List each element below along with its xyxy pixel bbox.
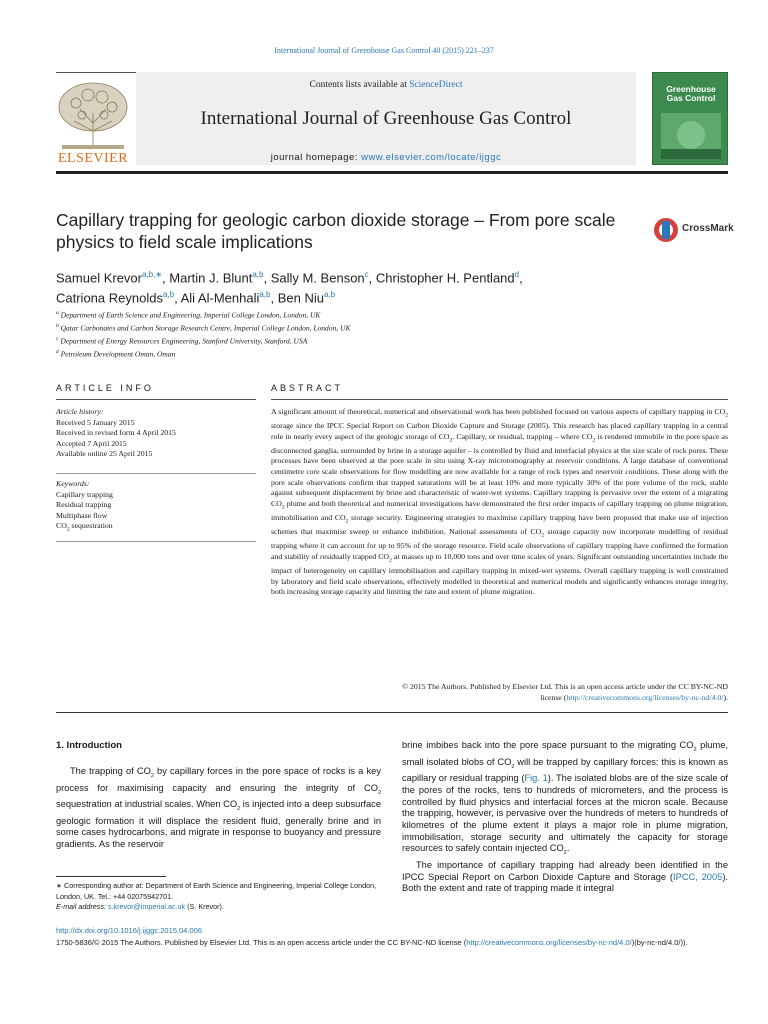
text-segment: sequestration at industrial scales. When CO — [56, 799, 238, 810]
text-segment: The trapping of CO — [70, 766, 151, 776]
footnote-text: ∗ Corresponding author at: Department of Earth Science and Engineering, Imperial College London, London, UK. Tel.: +44 02075942701. — [56, 881, 377, 901]
text-segment: brine imbibes back into the pore space pursuant to the migrating CO — [402, 740, 694, 750]
right-column-text — [402, 740, 728, 895]
affiliation-key: d — [56, 349, 59, 355]
text-segment: by capillary forces in the pore space of rocks is a key process for maximising capacity and ensuring the integrity of CO — [56, 766, 381, 793]
subscript: 2 — [693, 746, 697, 753]
author-affiliation-mark[interactable]: a,b — [323, 290, 336, 300]
abstract-heading: ABSTRACT — [271, 383, 344, 393]
history-item: Available online 25 April 2015 — [56, 449, 153, 459]
affiliation-item — [56, 334, 556, 347]
abstract-segment: storage security. Engineering strategies to maximise capillary trapping have been proposed that make use of injection schemes that maximise sweep or enhance imbibition. National assessments of CO — [271, 512, 729, 537]
cover-art — [661, 113, 721, 159]
text-segment: The importance of capillary trapping had already been identified in the IPCC Special Report on Carbon Dioxide Capture and Storage ( — [402, 859, 728, 882]
journal-homepage — [136, 152, 636, 163]
sciencedirect-link[interactable]: ScienceDirect — [409, 80, 463, 90]
author-separator: , — [174, 290, 181, 306]
contents-availability — [136, 80, 636, 90]
abstract-copyright — [271, 682, 728, 703]
keywords-label: Keywords: — [56, 479, 90, 488]
history-label: Article history: — [56, 407, 104, 416]
subscript: 2 — [563, 850, 567, 857]
author-affiliation-mark[interactable]: c — [364, 270, 369, 279]
author-separator: , — [368, 270, 376, 286]
paragraph — [402, 740, 728, 860]
affiliation-text: Petroleum Development Oman, Oman — [60, 349, 176, 359]
keyword-item: Capillary trapping — [56, 489, 113, 499]
affiliation-key: c — [56, 336, 59, 342]
abstract-divider — [271, 399, 728, 400]
subscript: 2 — [345, 518, 349, 525]
keywords-divider — [56, 541, 256, 542]
abstract-segment: at masses up to 10,000 tons and over time scales of years. Significant outstanding uncertainties include the impact of heterogeneity on capillary immobilisation and capillary trapping in mixed-wet systems. Overall capillary trapping is well constrained by laboratory and field scale observations, effectively modelled in theoretical and numerical models and significantly enhances storage integrity, both increasing storage capacity and limiting the rate and extent of plume migration. — [271, 551, 728, 597]
affiliation-text: Department of Energy Resources Engineering, Stanford University, Stanford, USA — [60, 336, 308, 346]
keywords-block — [56, 479, 256, 536]
footer-license-tail: )(by-nc-nd/4.0/)). — [631, 938, 688, 947]
author-name[interactable]: Samuel Krevor — [56, 270, 142, 286]
history-divider — [56, 473, 256, 474]
email-suffix: (S. Krevor). — [185, 902, 224, 911]
cover-title-line1: Greenhouse — [666, 84, 716, 94]
affiliation-item — [56, 308, 556, 321]
homepage-prefix: journal homepage: — [270, 152, 362, 163]
author-separator: , — [162, 270, 170, 286]
doi-link[interactable]: http://dx.doi.org/10.1016/j.ijggc.2015.04.006 — [56, 926, 202, 935]
author-affiliation-mark[interactable]: d — [514, 270, 520, 279]
author-name[interactable]: Ali Al-Menhali — [180, 290, 260, 306]
keyword-item: Multiphase flow — [56, 510, 108, 520]
text-segment: plume, small isolated blobs of CO — [402, 740, 728, 767]
intro-paragraph — [56, 766, 381, 851]
paragraph — [402, 860, 728, 895]
corresponding-author-footnote — [56, 881, 386, 913]
abstract-segment: storage since the IPCC Special Report on Carbon Dioxide Capture and Storage (2005). This research has placed capillary trapping in a central role in nearly every aspect of the geologic storage of CO — [271, 421, 728, 441]
footer-license-text: 1750-5836/© 2015 The Authors. Published by Elsevier Ltd. This is an open access article under the CC BY-NC-ND license ( — [56, 938, 467, 947]
text-segment: ). Both the extent and rate of trapping made it integral — [402, 871, 729, 894]
text-segment: will be trapped by capillary forces: this is known as capillary or residual trapping ( — [402, 756, 729, 784]
affiliation-text: Qatar Carbonates and Carbon Storage Research Centre, Imperial College London, London, UK — [60, 323, 351, 333]
author-affiliation-mark[interactable]: a,b,∗ — [141, 270, 163, 279]
cover-title — [657, 85, 725, 103]
subscript: 2 — [449, 437, 453, 444]
footer-license-link[interactable]: http://creativecommons.org/licenses/by-nc-nd/4.0/ — [466, 938, 632, 947]
article-info-divider — [56, 399, 256, 400]
footnote-divider — [56, 876, 166, 877]
section-heading-introduction: 1. Introduction — [56, 740, 122, 751]
author-affiliation-mark[interactable]: a,b — [252, 270, 264, 279]
author-name[interactable]: Sally M. Benson — [270, 270, 365, 286]
affiliation-item — [56, 321, 556, 334]
contents-prefix: Contents lists available at — [309, 80, 410, 90]
history-item: Accepted 7 April 2015 — [56, 438, 127, 448]
header-divider — [56, 171, 728, 174]
author-name[interactable]: Catriona Reynolds — [56, 290, 163, 306]
abstract-segment: is rendered immobile in the pore space as disconnected ganglia, surrounded by brine in a storage aquifer – is controlled by fluid and interfacial physics at the size scale of rock pores. These processes have been observed at the pore scale in situ using X-ray microtomography at reservoir conditions. A large database of conventional centimetre core scale observations for flow modelling are now available for a range of rock types and reservoir conditions. These along with the pore scale observations confirm that trapped saturations will be at least 10% and more typically 30% of the pore volume of the rock, stable against subsequent displacement by brine and characteristic of water-wet systems. Capillary trapping is pervasive over the extent of a migrating CO — [271, 431, 728, 508]
license-suffix: ). — [723, 692, 728, 702]
body-divider — [56, 712, 728, 713]
copyright-line: © 2015 The Authors. Published by Elsevier Ltd. This is an open access article under the CC BY-NC-ND — [402, 682, 728, 691]
author-name[interactable]: Martin J. Blunt — [169, 270, 253, 286]
figure-reference-link[interactable]: Fig. 1 — [524, 773, 548, 784]
author-separator: , — [519, 270, 523, 286]
article-title: Capillary trapping for geologic carbon dioxide storage – From pore scale physics to field scale implications — [56, 210, 616, 252]
citation-link[interactable]: IPCC, 2005 — [673, 871, 723, 882]
keyword-item: Residual trapping — [56, 500, 112, 510]
crossmark-badge[interactable] — [652, 215, 732, 245]
email-label: E-mail address: — [56, 902, 108, 911]
affiliation-key: b — [56, 323, 59, 329]
article-info-heading: ARTICLE INFO — [56, 383, 154, 393]
subscript: 2 — [150, 772, 154, 779]
journal-cover-thumbnail[interactable] — [652, 72, 728, 165]
abstract-text — [271, 407, 728, 598]
subscript: 2 — [389, 557, 392, 564]
crossmark-icon — [652, 215, 680, 245]
subscript: 2 — [725, 412, 728, 419]
subscript: 2 — [377, 789, 381, 796]
email-link[interactable]: s.krevor@imperial.ac.uk — [107, 902, 186, 911]
affiliation-list — [56, 308, 556, 360]
license-line — [271, 693, 728, 704]
text-segment: ). The isolated blobs are of the size scale of the pores of the rocks, tens to hundreds of micrometers, and the process is controlled by fluid physics and interfacial forces at the micron scale. Because the trapping, however, is pervasive over the hundreds of meters to hundreds of kilometres of the plume extent it plays a major role in plume migration, immobilisation, storage security and ultimately the capacity for storage resources to safely contain injected CO — [402, 773, 728, 854]
affiliation-key: a — [56, 310, 59, 316]
crossmark-label: CrossMark — [682, 223, 734, 234]
history-item: Received 5 January 2015 — [56, 417, 135, 427]
text-segment: . — [566, 843, 570, 854]
license-link[interactable]: http://creativecommons.org/licenses/by-nc-nd/4.0/ — [566, 692, 724, 702]
author-separator: , — [270, 290, 278, 306]
history-item: Received in revised form 4 April 2015 — [56, 428, 176, 438]
subscript: 2 — [511, 763, 515, 770]
subscript: 2 — [281, 504, 285, 511]
keyword-co2-suffix: sequestration — [69, 521, 113, 531]
subscript: 2 — [592, 437, 596, 444]
abstract-segment: plume and both theoretical and numerical investigations have demonstrated the first order impacts of capillary trapping on plume migration, immobilisation and CO — [271, 498, 728, 522]
author-affiliation-mark[interactable]: a,b — [162, 290, 175, 300]
author-name[interactable]: Christopher H. Pentland — [375, 270, 515, 286]
text-segment: is injected into a deep subsurface geologic formation it will displace the resident fluid, generally brine and in some cases hydrocarbons, and migrate in response to buoyancy and pressure gradients. As the reservoir — [56, 799, 382, 850]
author-list — [56, 266, 656, 307]
footer-license — [56, 937, 728, 948]
keyword-co2: CO — [56, 521, 67, 531]
keyword-item — [56, 521, 256, 535]
author-separator: , — [263, 270, 271, 286]
journal-title: International Journal of Greenhouse Gas Control — [200, 108, 572, 129]
cover-title-line2: Gas Control — [666, 93, 716, 103]
affiliation-text: Department of Earth Science and Engineering, Imperial College London, London, UK — [60, 310, 321, 320]
subscript: 2 — [541, 532, 544, 539]
subscript: 2 — [237, 805, 241, 812]
affiliation-item — [56, 347, 556, 360]
abstract-segment: A significant amount of theoretical, numerical and observational work has been published focused on various aspects of capillary trapping in CO — [271, 407, 726, 416]
license-prefix: license ( — [540, 692, 567, 702]
journal-reference[interactable]: International Journal of Greenhouse Gas Control 40 (2015) 221–237 — [274, 46, 494, 55]
author-name[interactable]: Ben Niu — [277, 290, 324, 306]
abstract-segment: . Capillary, or residual, trapping – where CO — [452, 431, 593, 441]
homepage-link[interactable]: www.elsevier.com/locate/ijggc — [361, 152, 502, 163]
author-affiliation-mark[interactable]: a,b — [259, 290, 271, 300]
abstract-segment: storage capacity now incorporate modelling of residual trapping where it can account for up to 95% of the storage resource. Field scale observations of capillary trapping have confirmed the formation and stability of residually trapped CO — [271, 527, 728, 561]
publisher-name: ELSEVIER — [57, 151, 129, 166]
subscript: 2 — [66, 526, 70, 533]
article-history — [56, 407, 256, 460]
